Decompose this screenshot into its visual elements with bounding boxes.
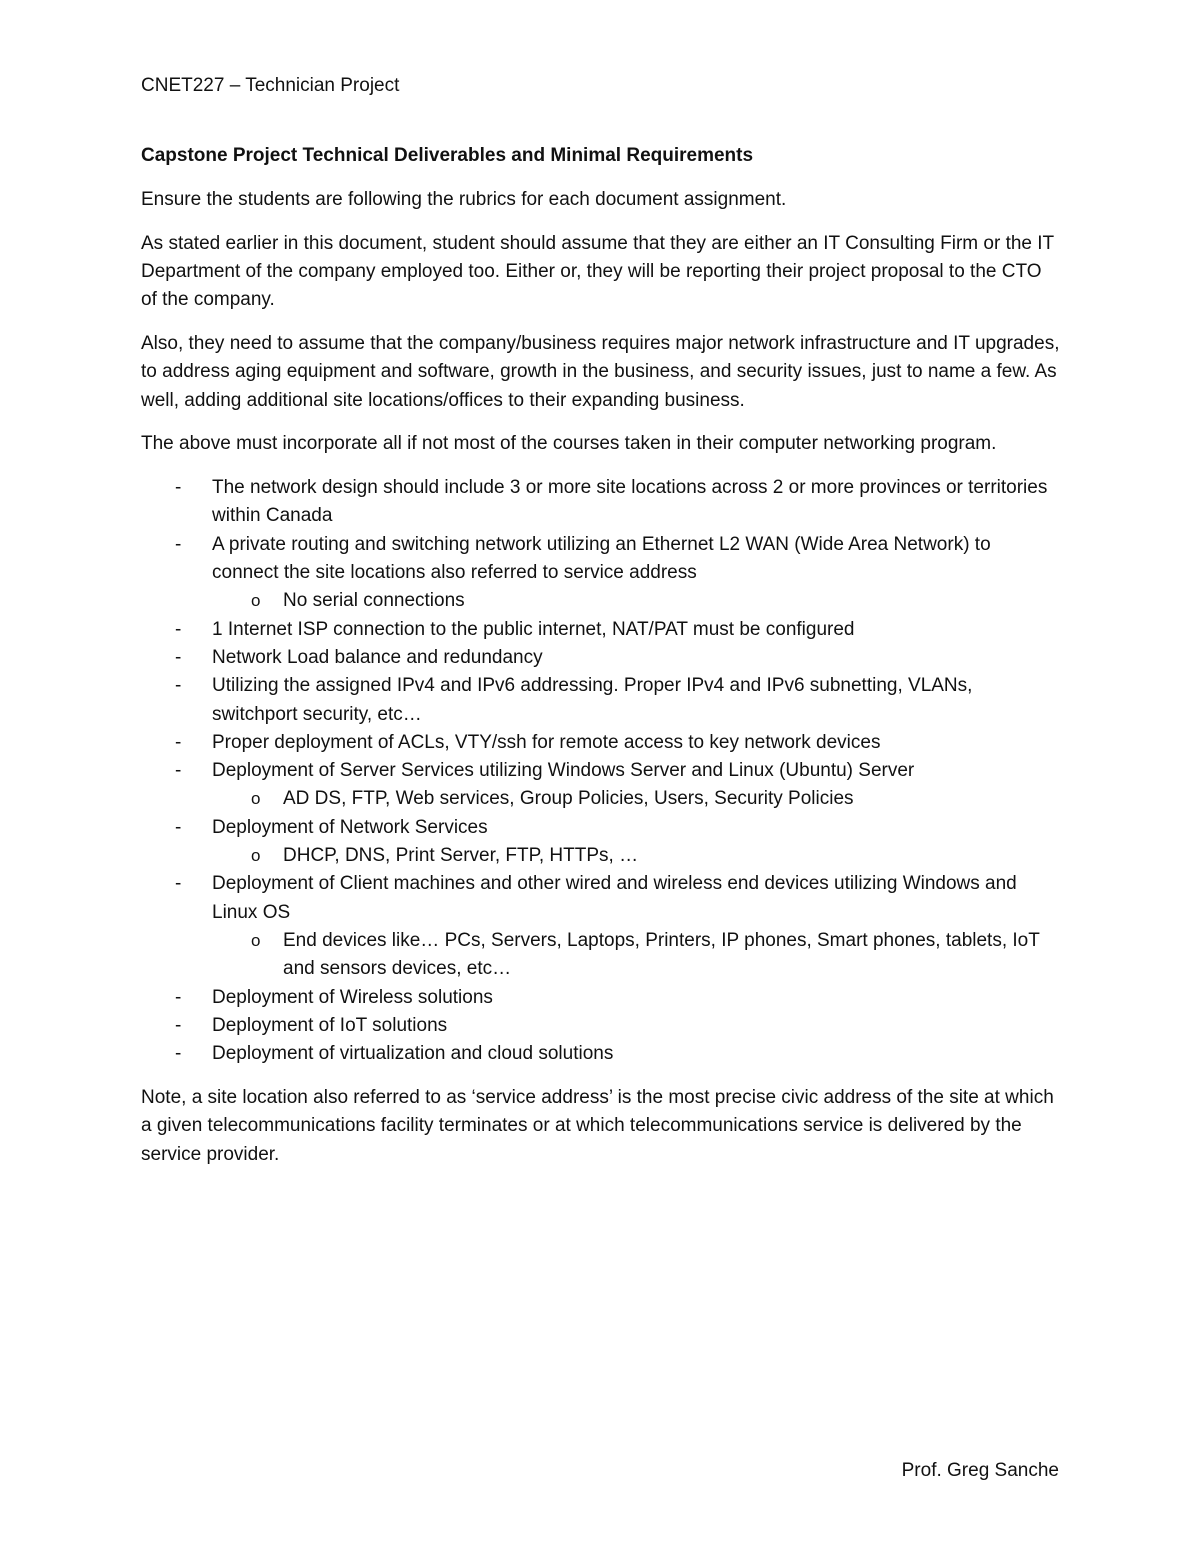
requirement-sub-item — [212, 842, 1061, 870]
page-footer-author: Prof. Greg Sanche — [901, 1460, 1059, 1481]
paragraph-rubrics: Ensure the students are following the rubrics for each document assignment. — [141, 188, 787, 210]
requirement-text: 1 Internet ISP connection to the public internet, NAT/PAT must be configured — [212, 618, 855, 640]
requirement-text: Proper deployment of ACLs, VTY/ssh for remote access to key network devices — [212, 731, 881, 753]
circle-bullet: o — [251, 591, 261, 611]
section-heading: Capstone Project Technical Deliverables and Minimal Requirements — [141, 145, 754, 166]
dash-bullet: - — [175, 986, 182, 1008]
dash-bullet: - — [175, 618, 182, 640]
requirement-text: Utilizing the assigned IPv4 and IPv6 addressing. Proper IPv4 and IPv6 subnetting, VLANs, switchport security, etc… — [212, 675, 973, 725]
requirement-sub-item — [212, 927, 1061, 984]
requirement-text: Deployment of Wireless solutions — [212, 986, 493, 1008]
requirement-text: Deployment of virtualization and cloud solutions — [212, 1043, 614, 1065]
paragraph-role: As stated earlier in this document, student should assume that they are either an IT Consulting Firm or the IT Department of the company employed too. Either or, they will be reporting their project proposal to the CTO of the company. — [141, 232, 1054, 311]
requirement-item — [141, 757, 1061, 814]
dash-bullet: - — [175, 760, 182, 782]
requirement-item — [141, 616, 1061, 644]
requirement-item — [141, 814, 1061, 871]
requirement-sub-item — [212, 587, 1061, 615]
requirement-item — [141, 870, 1061, 983]
dash-bullet: - — [175, 675, 182, 697]
paragraph-assumptions: Also, they need to assume that the company/business requires major network infrastructure and IT upgrades, to address aging equipment and software, growth in the business, and security issues, just to name a few. As well, adding additional site locations/offices to their expanding business. — [141, 332, 1060, 411]
requirement-item — [141, 1012, 1061, 1040]
requirement-text: The network design should include 3 or more site locations across 2 or more provinces or territories within Canada — [212, 477, 1048, 527]
circle-bullet: o — [251, 846, 261, 866]
requirement-sub-list — [212, 927, 1061, 984]
requirement-item — [141, 474, 1061, 531]
dash-bullet: - — [175, 731, 182, 753]
page-header: CNET227 – Technician Project — [141, 75, 400, 96]
requirement-sub-list — [212, 785, 1061, 813]
dash-bullet: - — [175, 816, 182, 838]
requirement-item — [141, 1040, 1061, 1068]
requirement-text: Deployment of IoT solutions — [212, 1014, 448, 1036]
paragraph-courses: The above must incorporate all if not most of the courses taken in their computer networking program. — [141, 433, 997, 455]
requirement-item — [141, 531, 1061, 616]
dash-bullet: - — [175, 533, 182, 555]
dash-bullet: - — [175, 477, 182, 499]
dash-bullet: - — [175, 1043, 182, 1065]
requirement-sub-list — [212, 842, 1061, 870]
requirement-sub-text: End devices like… PCs, Servers, Laptops, Printers, IP phones, Smart phones, tablets, IoT and sensors devices, etc… — [283, 929, 1040, 980]
requirement-sub-text: DHCP, DNS, Print Server, FTP, HTTPs, … — [283, 845, 639, 867]
circle-bullet: o — [251, 930, 261, 950]
requirement-text: Deployment of Network Services — [212, 816, 488, 838]
requirement-sub-item — [212, 785, 1061, 813]
requirements-list — [141, 474, 1061, 1068]
dash-bullet: - — [175, 1014, 182, 1036]
requirement-text: Deployment of Client machines and other wired and wireless end devices utilizing Windows and Linux OS — [212, 873, 1017, 923]
requirement-item — [141, 984, 1061, 1012]
requirement-item — [141, 729, 1061, 757]
dash-bullet: - — [175, 646, 182, 668]
circle-bullet: o — [251, 789, 261, 809]
requirement-text: A private routing and switching network utilizing an Ethernet L2 WAN (Wide Area Network) to connect the site locations also referred to service address — [212, 533, 991, 584]
dash-bullet: - — [175, 873, 182, 895]
requirement-sub-text: No serial connections — [283, 590, 465, 612]
paragraph-note: Note, a site location also referred to as ‘service address’ is the most precise civic address of the site at which a given telecommunications facility terminates or at which telecommunications service is delivered by the service provider. — [141, 1086, 1054, 1165]
requirement-sub-list — [212, 587, 1061, 615]
requirement-sub-text: AD DS, FTP, Web services, Group Policies, Users, Security Policies — [283, 788, 854, 810]
document-body — [141, 142, 1061, 1184]
requirement-item — [141, 644, 1061, 672]
requirement-item — [141, 672, 1061, 729]
requirement-text: Deployment of Server Services utilizing Windows Server and Linux (Ubuntu) Server — [212, 760, 915, 782]
requirement-text: Network Load balance and redundancy — [212, 646, 543, 668]
